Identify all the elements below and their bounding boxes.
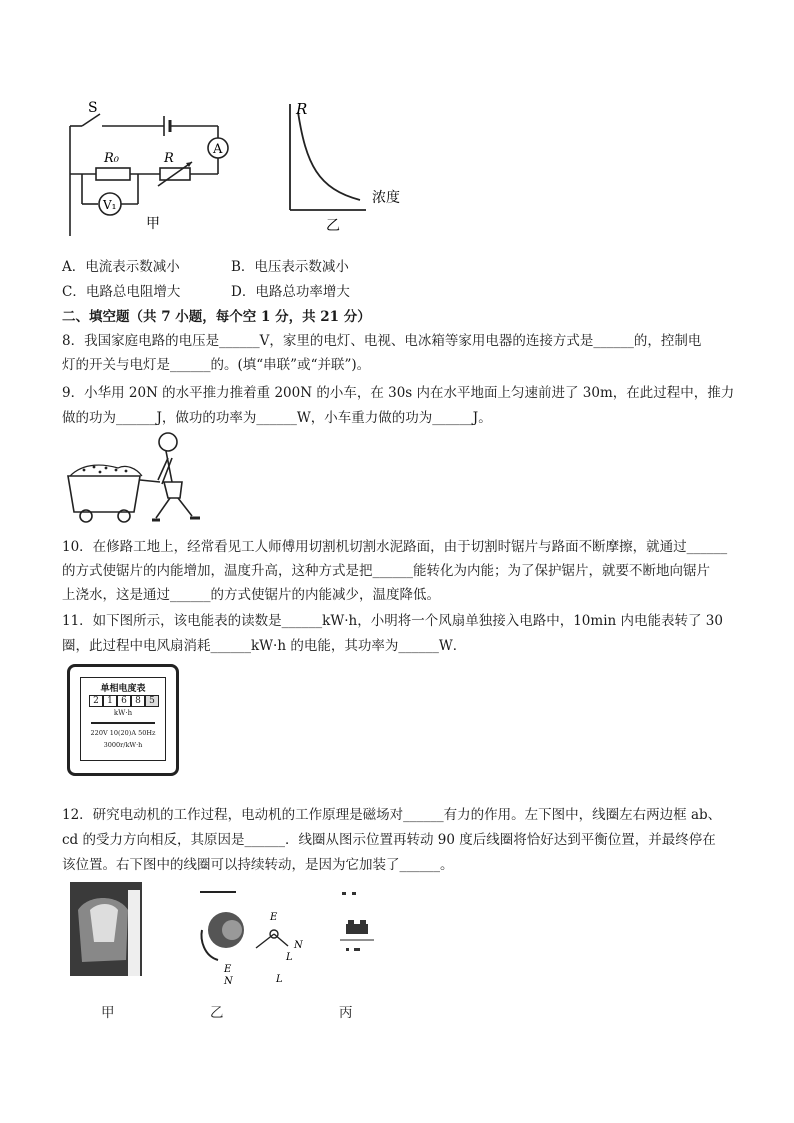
meter-digit: 8 <box>131 695 145 707</box>
section-heading: 二、填空题（共 7 小题，每个空 1 分，共 21 分） <box>62 309 371 325</box>
meter-face <box>80 677 166 761</box>
q12-line-1: 12．研究电动机的工作过程，电动机的工作原理是磁场对______有力的作用。左下图中，线圈左右两边框 ab、 <box>62 807 722 823</box>
meter-digit: 2 <box>89 695 103 707</box>
q8-line-2: 灯的开关与电灯是______的。(填“串联”或“并联”)。 <box>62 357 371 373</box>
q10-line-1: 10．在修路工地上，经常看见工人师傅用切割机切割水泥路面，由于切割时锯片与路面不断摩擦，就通过______ <box>62 539 728 555</box>
graph-caption: 乙 <box>326 218 340 234</box>
q9-line-2: 做的功为______J，做功的功率为______W，小车重力做的功为______J。 <box>62 410 492 426</box>
meter-dial-icon <box>91 722 155 724</box>
q10-line-3: 上浇水，这是通过______的方式使锯片的内能减少，温度降低。 <box>62 587 440 603</box>
label-l-top: L <box>286 952 293 963</box>
q9-line-1: 9．小华用 20N 的水平推力推着重 200N 的小车，在 30s 内在水平地面上匀速前进了 30m，在此过程中，推力 <box>62 385 735 401</box>
graph-x-label: 浓度 <box>372 190 400 206</box>
circuit-caption: 甲 <box>146 216 160 232</box>
resistor-r-label: R <box>164 151 174 166</box>
label-e-bottom: E <box>224 964 232 975</box>
resistance-graph <box>278 94 418 236</box>
caption-jia: 甲 <box>101 1005 115 1021</box>
q10-line-2: 的方式使锯片的内能增加，温度升高，这种方式是把______能转化为内能；为了保护锯片，就要不断地向锯片 <box>62 563 710 579</box>
graph-y-label: R <box>296 100 308 118</box>
label-n-bottom: N <box>224 976 233 984</box>
switch-label: S <box>88 100 98 116</box>
electricity-meter <box>67 664 179 776</box>
q8-line-1: 8．我国家庭电路的电压是______V，家里的电灯、电视、电冰箱等家用电器的连接方式是______的，控制电 <box>62 333 702 349</box>
meter-digits <box>89 695 159 707</box>
option-c: C．电路总电阻增大 <box>62 284 181 300</box>
option-a: A．电流表示数减小 <box>62 259 180 275</box>
meter-spec-1: 220V 10(20)A 50Hz <box>90 729 156 737</box>
voltmeter-label: V₁ <box>103 198 117 212</box>
q12-line-3: 该位置。右下图中的线圈可以持续转动，是因为它加装了______。 <box>62 857 454 873</box>
label-n-top: N <box>294 940 303 951</box>
q11-line-1: 11．如下图所示，该电能表的读数是______kW·h，小明将一个风扇单独接入电路中，10min 内电能表转了 30 <box>62 613 723 629</box>
meter-spec-2: 3000r/kW·h <box>103 741 143 749</box>
option-d: D．电路总功率增大 <box>231 284 350 300</box>
motor-figure-jia <box>68 880 146 980</box>
option-b: B．电压表示数减小 <box>231 259 349 275</box>
q12-line-2: cd 的受力方向相反，其原因是______．线圈从图示位置再转动 90 度后线圈将恰好达到平衡位置，并最终停在 <box>62 832 716 848</box>
meter-unit: kW·h <box>113 709 133 717</box>
label-e-top: E <box>270 912 278 923</box>
meter-digit: 1 <box>103 695 117 707</box>
motor-figure-bing <box>330 888 380 968</box>
meter-digit: 5 <box>145 695 159 707</box>
label-l-bottom: L <box>276 974 283 984</box>
meter-digit: 6 <box>117 695 131 707</box>
circuit-diagram <box>60 96 240 236</box>
caption-bing: 丙 <box>339 1005 353 1021</box>
cart-pushing-illustration <box>64 426 212 526</box>
meter-title: 单相电度表 <box>100 684 146 694</box>
ammeter-label: A <box>213 142 223 157</box>
caption-yi: 乙 <box>210 1005 224 1021</box>
q11-line-2: 圈，此过程中电风扇消耗______kW·h 的电能，其功率为______W． <box>62 638 467 654</box>
resistor-r0-label: R₀ <box>104 151 119 166</box>
motor-figure-yi <box>190 884 320 984</box>
